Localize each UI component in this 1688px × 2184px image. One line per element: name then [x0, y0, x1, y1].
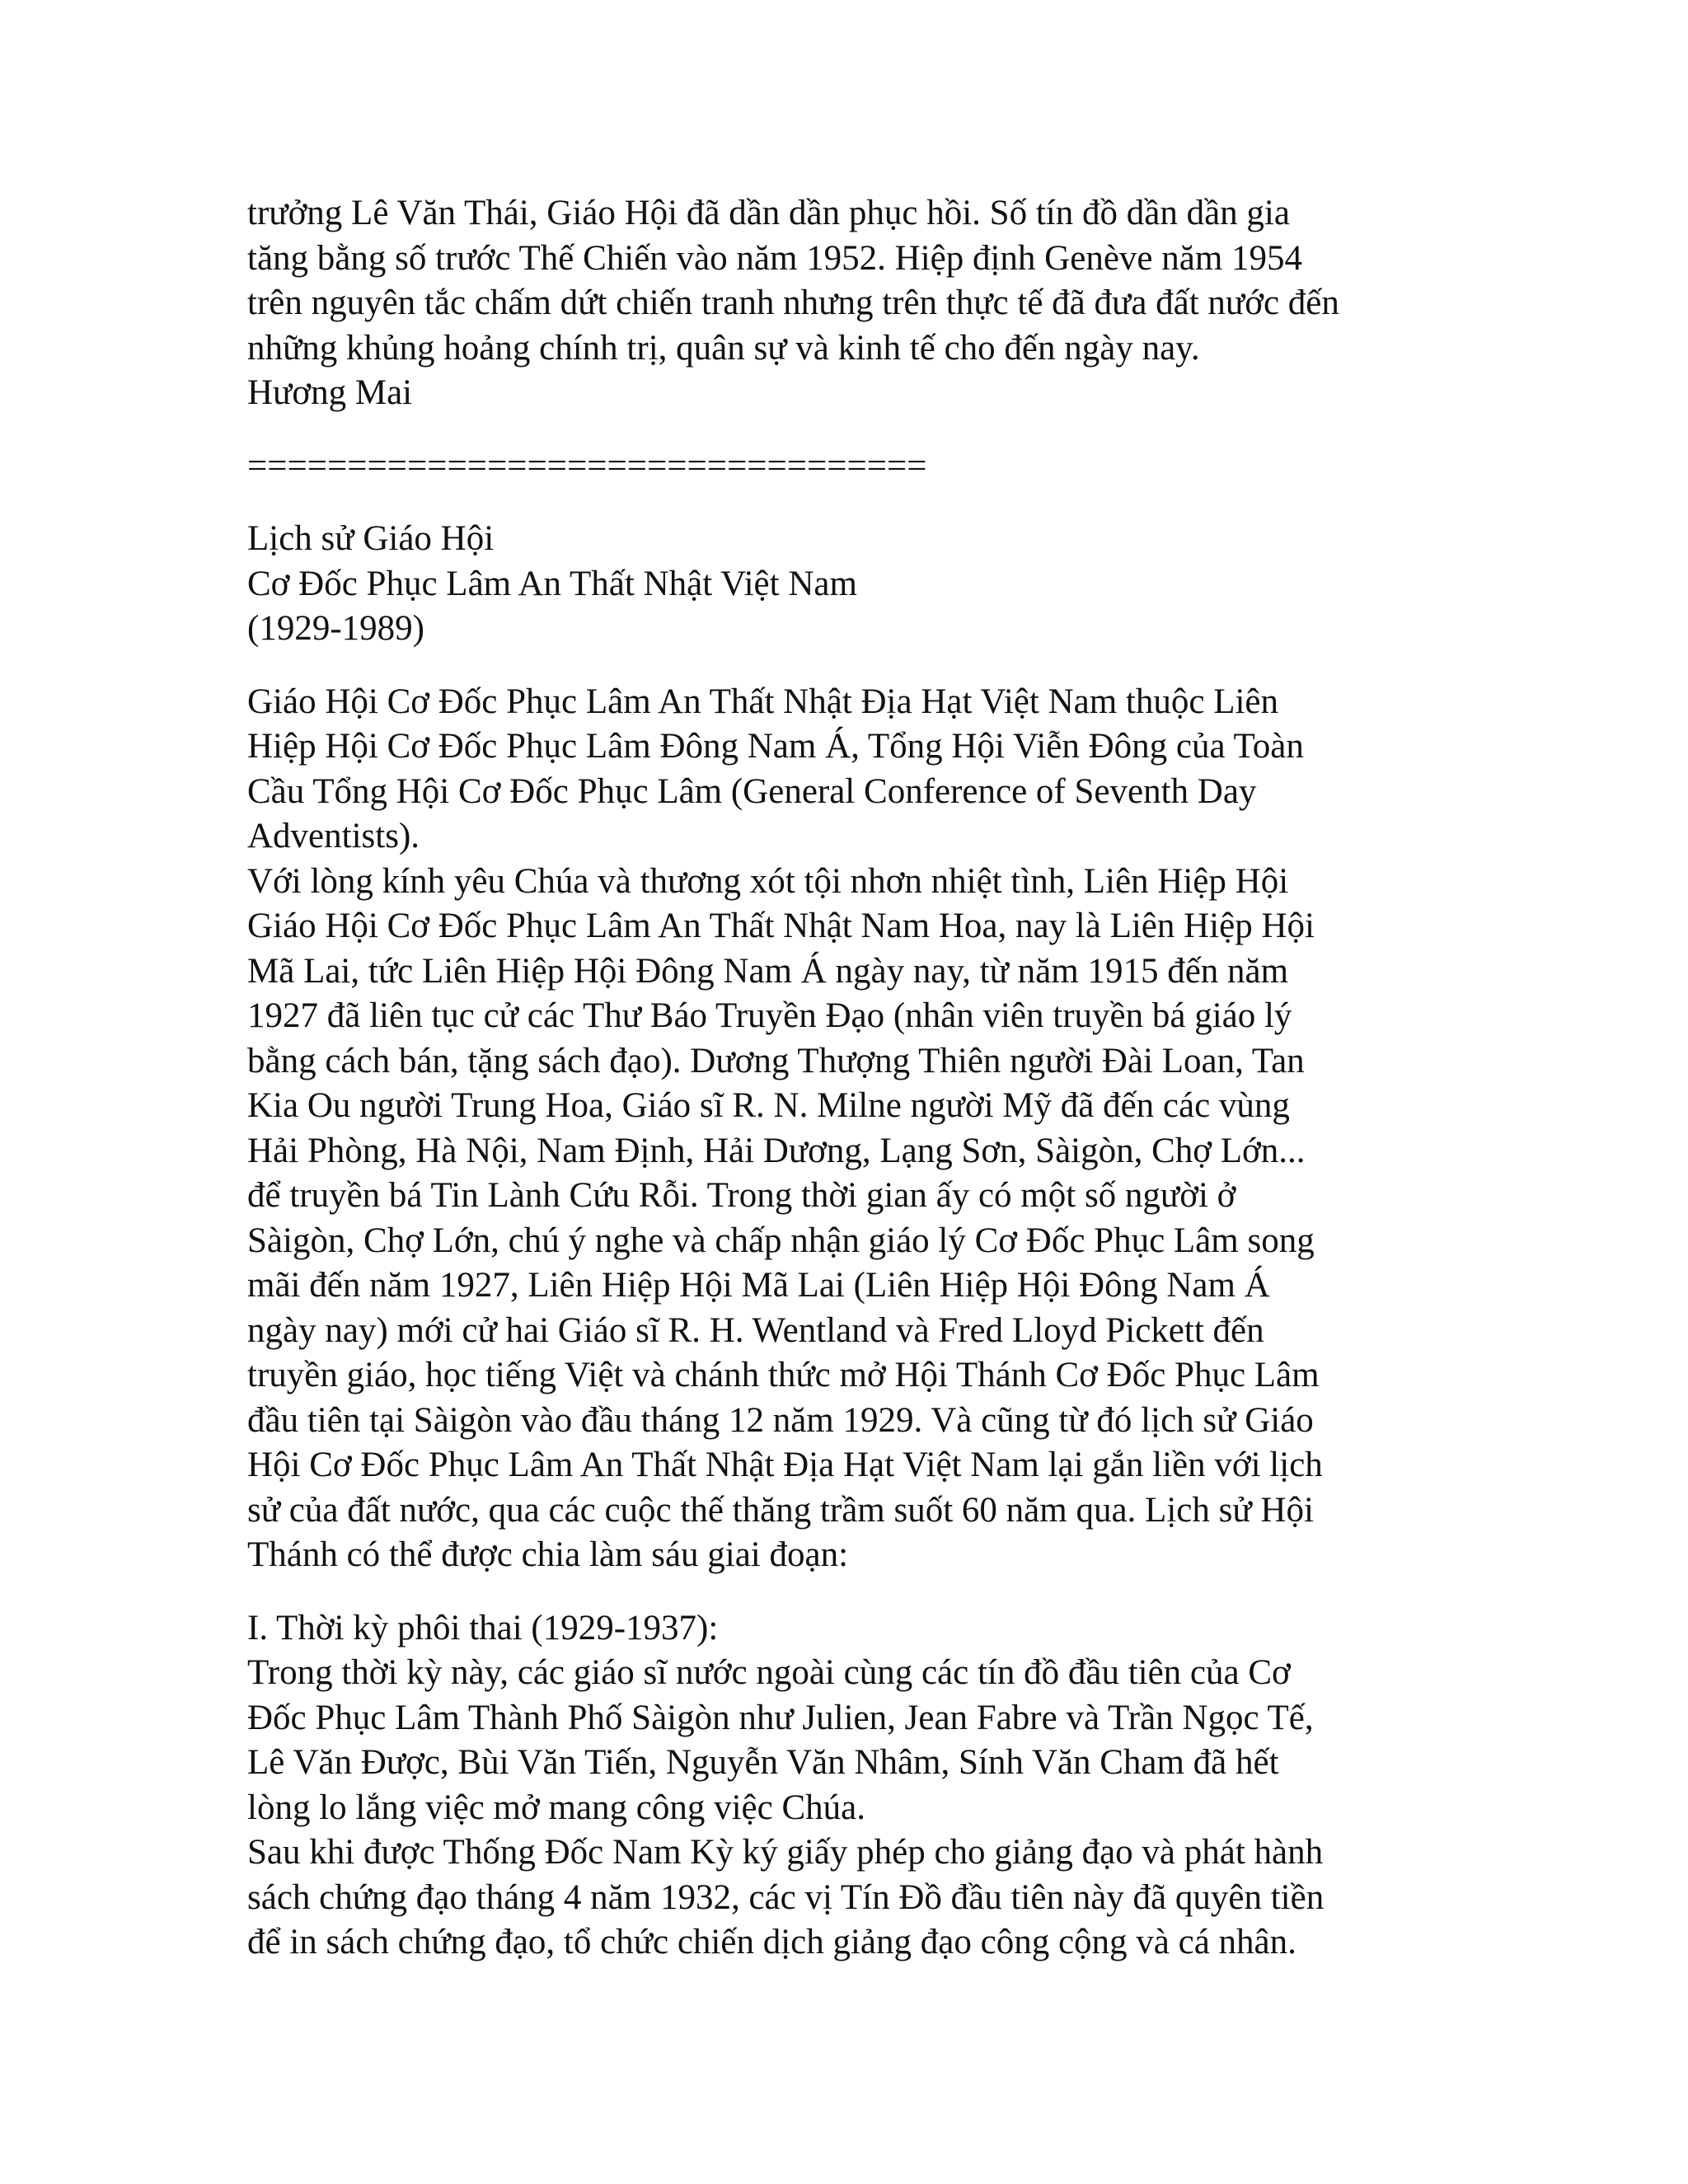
text-line: những khủng hoảng chính trị, quân sự và kinh tế cho đến ngày nay.	[247, 328, 1200, 368]
text-line: Lê Văn Được, Bùi Văn Tiến, Nguyễn Văn Nhâm, Sính Văn Cham đã hết	[247, 1743, 1279, 1782]
text-line: 1927 đã liên tục cử các Thư Báo Truyền Đạo (nhân viên truyền bá giáo lý	[247, 996, 1292, 1035]
title-line: Cơ Đốc Phục Lâm An Thất Nhật Việt Nam	[247, 564, 857, 603]
text-line: Đốc Phục Lâm Thành Phố Sàigòn như Julien, Jean Fabre và Trần Ngọc Tế,	[247, 1698, 1314, 1737]
text-line: Sau khi được Thống Đốc Nam Kỳ ký giấy phép cho giảng đạo và phát hành	[247, 1833, 1324, 1872]
text-line: để in sách chứng đạo, tổ chức chiến dịch giảng đạo công cộng và cá nhân.	[247, 1923, 1296, 1961]
spacer	[247, 1578, 1484, 1606]
text-line: Hiệp Hội Cơ Đốc Phục Lâm Đông Nam Á, Tổng Hội Viễn Đông của Toàn	[247, 727, 1304, 766]
text-line: Hải Phòng, Hà Nội, Nam Định, Hải Dương, Lạng Sơn, Sàigòn, Chợ Lớn...	[247, 1131, 1306, 1170]
text-line: Với lòng kính yêu Chúa và thương xót tội nhơn nhiệt tình, Liên Hiệp Hội	[247, 861, 1289, 901]
text-line: truyền giáo, học tiếng Việt và chánh thức mở Hội Thánh Cơ Đốc Phục Lâm	[247, 1356, 1320, 1394]
text-line: Giáo Hội Cơ Đốc Phục Lâm An Thất Nhật Nam Hoa, nay là Liên Hiệp Hội	[247, 907, 1315, 945]
text-line: ngày nay) mới cử hai Giáo sĩ R. H. Wentland và Fred Lloyd Pickett đến	[247, 1310, 1264, 1350]
text-line: Trong thời kỳ này, các giáo sĩ nước ngoài cùng các tín đồ đầu tiên của Cơ	[247, 1653, 1291, 1692]
text-line: lòng lo lắng việc mở mang công việc Chúa.	[247, 1788, 865, 1827]
title-line: (1929-1989)	[247, 609, 424, 648]
title-line: Lịch sử Giáo Hội	[247, 519, 495, 558]
document-page	[247, 191, 1484, 1966]
text-line: Giáo Hội Cơ Đốc Phục Lâm An Thất Nhật Địa Hạt Việt Nam thuộc Liên	[247, 682, 1278, 721]
text-line: Thánh có thể được chia làm sáu giai đoạn:	[247, 1535, 849, 1574]
body-paragraph	[247, 680, 1484, 1578]
text-line: Kia Ou người Trung Hoa, Giáo sĩ R. N. Milne người Mỹ đã đến các vùng	[247, 1086, 1290, 1125]
spacer	[247, 652, 1484, 680]
text-line: trưởng Lê Văn Thái, Giáo Hội đã dần dần phục hồi. Số tín đồ dần dần gia	[247, 194, 1290, 232]
section-separator: ==================================	[247, 446, 927, 485]
text-line: Sàigòn, Chợ Lớn, chú ý nghe và chấp nhận giáo lý Cơ Đốc Phục Lâm song	[247, 1221, 1315, 1260]
article-title	[247, 517, 1484, 652]
text-line: Adventists).	[247, 817, 420, 855]
author-name: Hương Mai	[247, 373, 413, 412]
spacer	[247, 416, 1484, 444]
text-line: bằng cách bán, tặng sách đạo). Dương Thượng Thiên người Đài Loan, Tan	[247, 1041, 1305, 1080]
text-line: Cầu Tổng Hội Cơ Đốc Phục Lâm (General Conference of Seventh Day	[247, 771, 1257, 811]
text-line: tăng bằng số trước Thế Chiến vào năm 1952. Hiệp định Genève năm 1954	[247, 238, 1303, 278]
text-line: sách chứng đạo tháng 4 năm 1932, các vị Tín Đồ đầu tiên này đã quyên tiền	[247, 1877, 1325, 1917]
text-line: trên nguyên tắc chấm dứt chiến tranh nhưng trên thực tế đã đưa đất nước đến	[247, 284, 1339, 322]
text-line: sử của đất nước, qua các cuộc thế thăng trầm suốt 60 năm qua. Lịch sử Hội	[247, 1490, 1314, 1530]
section-1	[247, 1606, 1484, 1966]
text-line: Hội Cơ Đốc Phục Lâm An Thất Nhật Địa Hạt Việt Nam lại gắn liền với lịch	[247, 1446, 1323, 1484]
text-line: để truyền bá Tin Lành Cứu Rỗi. Trong thời gian ấy có một số người ở	[247, 1176, 1236, 1215]
text-line: Mã Lai, tức Liên Hiệp Hội Đông Nam Á ngày nay, từ năm 1915 đến năm	[247, 951, 1289, 991]
section-heading: I. Thời kỳ phôi thai (1929-1937):	[247, 1608, 719, 1647]
text-line: mãi đến năm 1927, Liên Hiệp Hội Mã Lai (Liên Hiệp Hội Đông Nam Á	[247, 1266, 1270, 1305]
text-line: đầu tiên tại Sàigòn vào đầu tháng 12 năm 1929. Và cũng từ đó lịch sử Giáo	[247, 1400, 1314, 1440]
intro-paragraph	[247, 191, 1484, 416]
spacer	[247, 489, 1484, 517]
